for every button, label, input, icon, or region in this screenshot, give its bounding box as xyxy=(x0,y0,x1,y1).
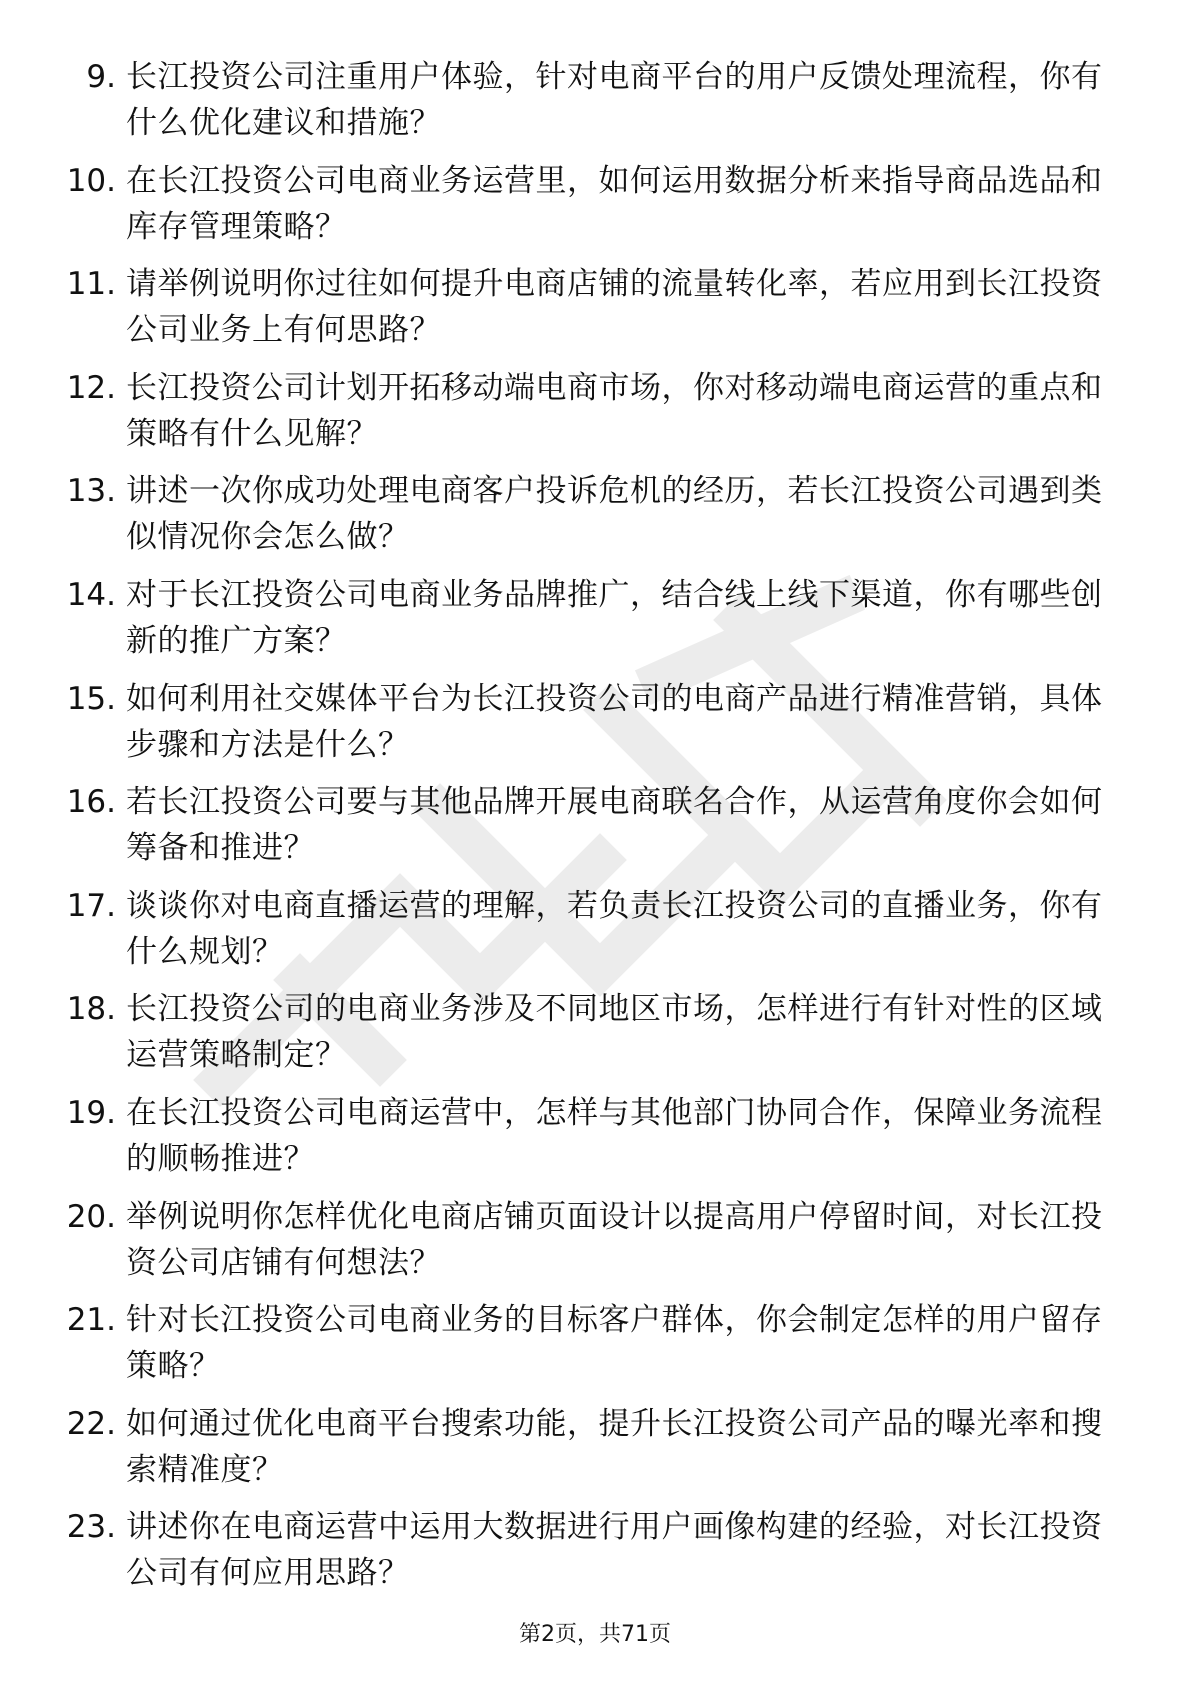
question-number: 14. xyxy=(66,576,116,613)
question-text: 请举例说明你过往如何提升电商店铺的流量转化率，若应用到长江投资公司业务上有何思路？ xyxy=(126,266,1103,349)
question-number: 21. xyxy=(66,1302,116,1339)
question-number: 23. xyxy=(66,1509,116,1546)
question-text: 在长江投资公司电商业务运营里，如何运用数据分析来指导商品选品和库存管理策略？ xyxy=(126,162,1103,245)
question-text: 如何利用社交媒体平台为长江投资公司的电商产品进行精准营销，具体步骤和方法是什么？ xyxy=(126,680,1103,763)
question-text: 举例说明你怎样优化电商店铺页面设计以提高用户停留时间，对长江投资公司店铺有何想法？ xyxy=(126,1198,1103,1281)
question-text: 讲述一次你成功处理电商客户投诉危机的经历，若长江投资公司遇到类似情况你会怎么做？ xyxy=(126,473,1103,556)
list-item xyxy=(54,779,1134,883)
question-number: 22. xyxy=(66,1405,116,1442)
list-item xyxy=(54,1401,1134,1505)
question-text: 在长江投资公司电商运营中，怎样与其他部门协同合作，保障业务流程的顺畅推进？ xyxy=(126,1094,1103,1177)
question-number: 11. xyxy=(66,266,116,303)
question-number: 19. xyxy=(66,1094,116,1131)
list-item xyxy=(54,54,1134,158)
question-number: 9. xyxy=(86,59,116,95)
question-text: 对于长江投资公司电商业务品牌推广，结合线上线下渠道，你有哪些创新的推广方案？ xyxy=(126,576,1103,659)
question-text: 针对长江投资公司电商业务的目标客户群体，你会制定怎样的用户留存策略？ xyxy=(126,1302,1103,1385)
question-number: 13. xyxy=(66,473,116,510)
list-item xyxy=(54,365,1134,469)
list-item xyxy=(54,1504,1134,1608)
list-item xyxy=(54,1297,1134,1401)
question-number: 10. xyxy=(66,162,116,199)
question-text: 谈谈你对电商直播运营的理解，若负责长江投资公司的直播业务，你有什么规划？ xyxy=(126,887,1103,970)
list-item xyxy=(54,883,1134,987)
list-item xyxy=(54,468,1134,572)
list-item xyxy=(54,1090,1134,1194)
list-item xyxy=(54,986,1134,1090)
question-text: 若长江投资公司要与其他品牌开展电商联名合作，从运营角度你会如何筹备和推进？ xyxy=(126,784,1103,867)
list-item xyxy=(54,158,1134,262)
question-text: 如何通过优化电商平台搜索功能，提升长江投资公司产品的曝光率和搜索精准度？ xyxy=(126,1405,1103,1488)
list-item xyxy=(54,1194,1134,1298)
list-item xyxy=(54,572,1134,676)
question-text: 长江投资公司注重用户体验，针对电商平台的用户反馈处理流程，你有什么优化建议和措施？ xyxy=(126,59,1103,141)
list-item xyxy=(54,261,1134,365)
list-item xyxy=(54,676,1134,780)
question-list xyxy=(54,54,1134,1608)
question-number: 17. xyxy=(66,887,116,924)
question-number: 16. xyxy=(66,784,116,821)
question-text: 长江投资公司计划开拓移动端电商市场，你对移动端电商运营的重点和策略有什么见解？ xyxy=(126,369,1103,452)
question-number: 12. xyxy=(66,369,116,406)
page-footer: 第2页，共71页 xyxy=(519,1622,671,1647)
question-text: 讲述你在电商运营中运用大数据进行用户画像构建的经验，对长江投资公司有何应用思路？ xyxy=(126,1509,1103,1592)
question-number: 20. xyxy=(66,1198,116,1235)
question-number: 15. xyxy=(66,680,116,717)
question-text: 长江投资公司的电商业务涉及不同地区市场，怎样进行有针对性的区域运营策略制定？ xyxy=(126,991,1103,1074)
question-number: 18. xyxy=(66,991,116,1028)
